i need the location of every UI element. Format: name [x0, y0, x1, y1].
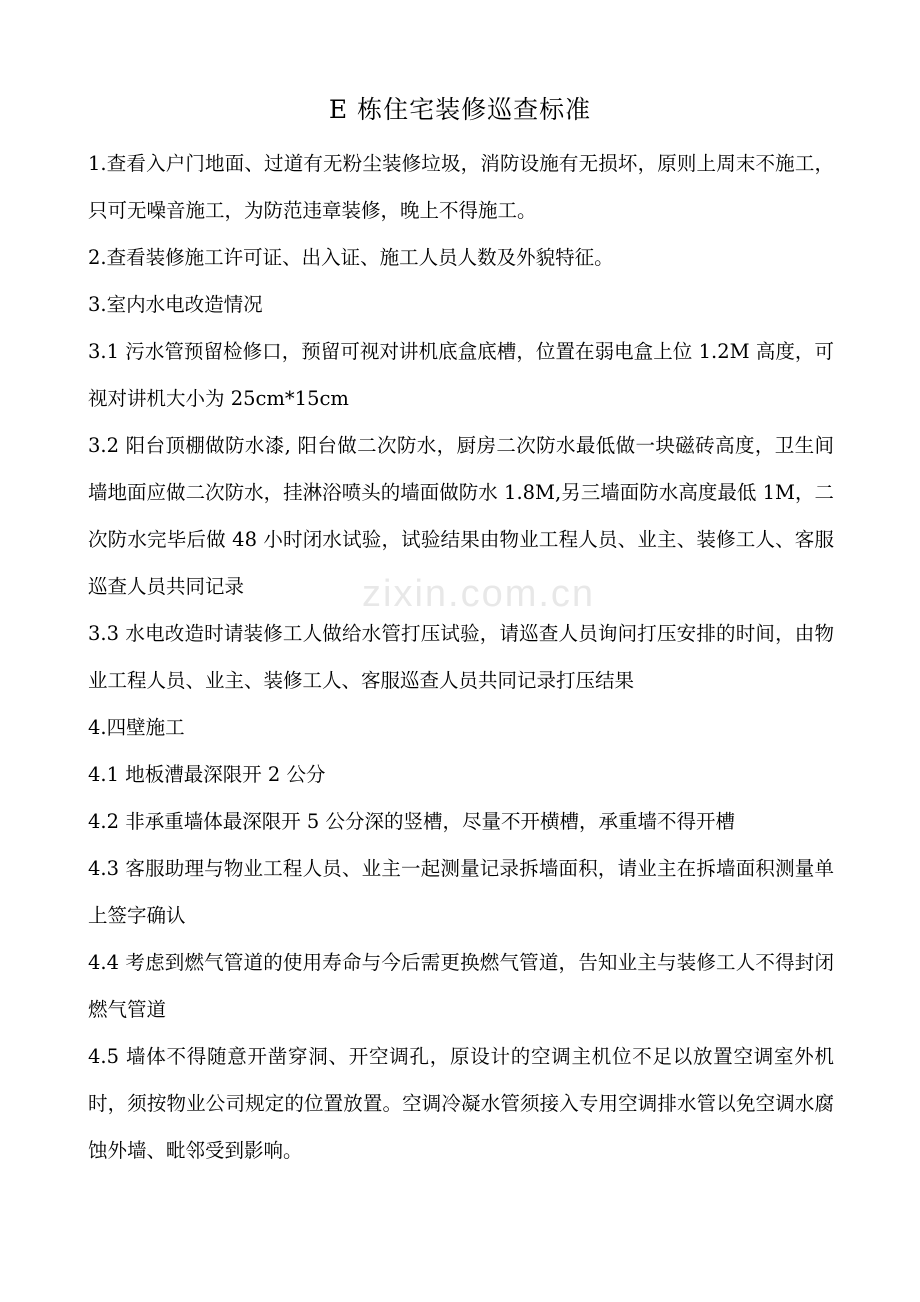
- paragraph-3-2: 3.2 阳台顶棚做防水漆, 阳台做二次防水，厨房二次防水最低做一块磁砖高度，卫生间墙地面应做二次防水，挂淋浴喷头的墙面做防水 1.8M,另三墙面防水高度最低 1M，二次防水完毕后做 48 小时闭水试验，试验结果由物业工程人员、业主、装修工人、客服巡查人员共同记录: [88, 434, 834, 598]
- paragraph-3-3: 3.3 水电改造时请装修工人做给水管打压试验，请巡查人员询问打压安排的时间，由物业工程人员、业主、装修工人、客服巡查人员共同记录打压结果: [88, 622, 834, 692]
- paragraph-4-3: 4.3 客服助理与物业工程人员、业主一起测量记录拆墙面积，请业主在拆墙面积测量单上签字确认: [88, 857, 834, 927]
- document-title: E 栋住宅装修巡查标准: [328, 95, 592, 124]
- paragraph-3-1: 3.1 污水管预留检修口，预留可视对讲机底盒底槽，位置在弱电盒上位 1.2M 高度，可视对讲机大小为 25cm*15cm: [88, 340, 834, 410]
- document-body: [88, 140, 834, 1174]
- paragraph-4-1: 4.1 地板漕最深限开 2 公分: [88, 763, 326, 786]
- paragraph-3: 3.室内水电改造情况: [88, 293, 263, 316]
- paragraph-4: 4.四壁施工: [88, 716, 185, 739]
- paragraph-4-5: 4.5 墙体不得随意开凿穿洞、开空调孔，原设计的空调主机位不足以放置空调室外机时，须按物业公司规定的位置放置。空调冷凝水管须接入专用空调排水管以免空调水腐蚀外墙、毗邻受到影响。: [88, 1045, 834, 1162]
- paragraph-4-2: 4.2 非承重墙体最深限开 5 公分深的竖槽，尽量不开横槽，承重墙不得开槽: [88, 810, 736, 833]
- watermark: zixin.com.cn: [362, 573, 596, 615]
- paragraph-1: 1.查看入户门地面、过道有无粉尘装修垃圾，消防设施有无损坏，原则上周末不施工，只可无噪音施工，为防范违章装修，晚上不得施工。: [88, 152, 834, 222]
- paragraph-2: 2.查看装修施工许可证、出入证、施工人员人数及外貌特征。: [88, 246, 614, 269]
- paragraph-4-4: 4.4 考虑到燃气管道的使用寿命与今后需更换燃气管道，告知业主与装修工人不得封闭燃气管道: [88, 951, 834, 1021]
